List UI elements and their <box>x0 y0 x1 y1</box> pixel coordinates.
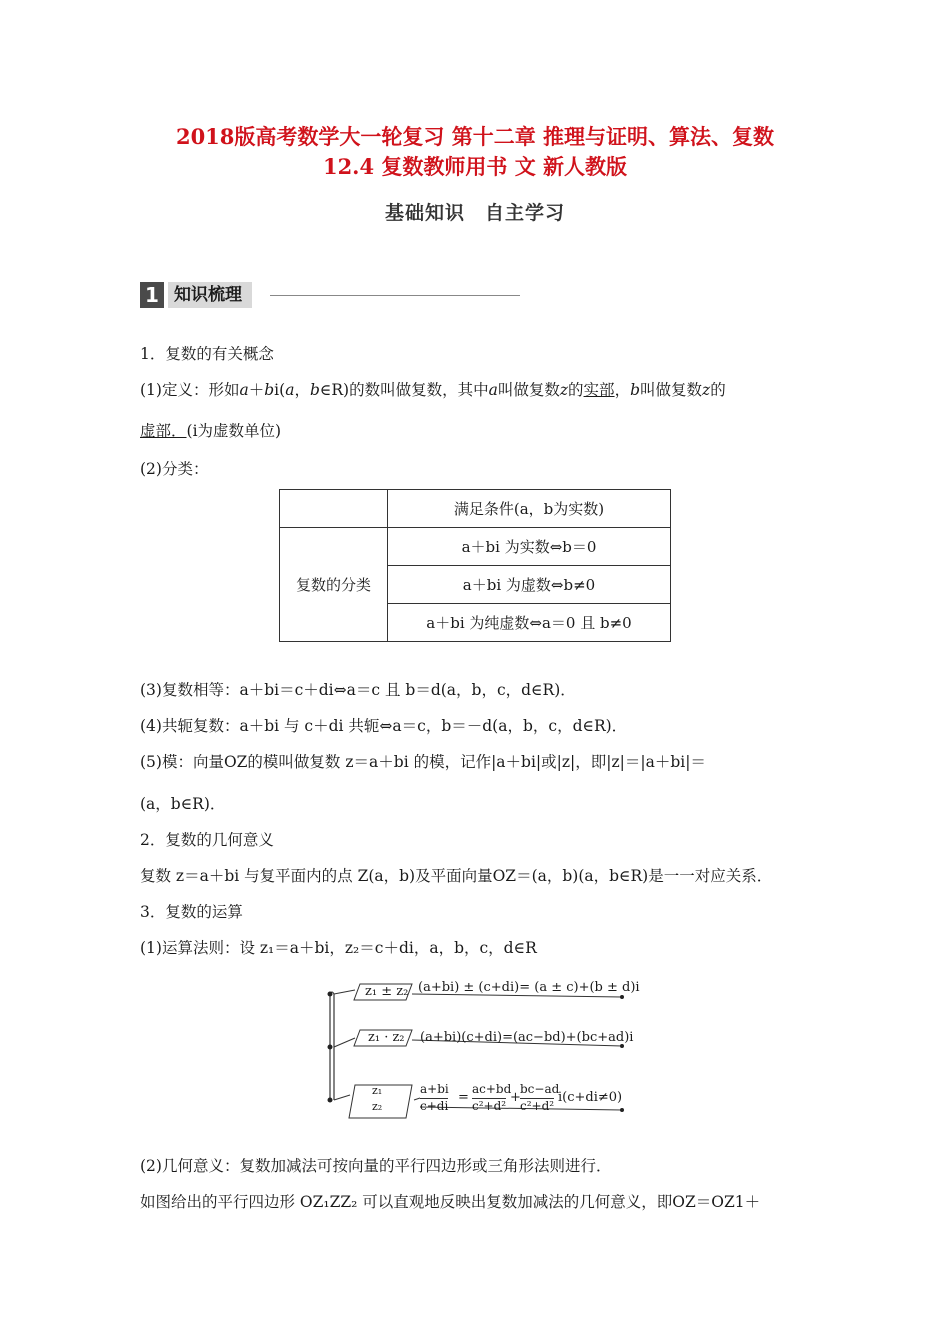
op-div-box-num: z₁ <box>372 1084 383 1097</box>
table-row: a＋bi 为纯虚数⇔a＝0 且 b≠0 <box>388 604 671 642</box>
section-label: 知识梳理 <box>168 282 252 308</box>
table-row: a＋bi 为虚数⇔b≠0 <box>388 566 671 604</box>
s1-definition-cont: 虚部．(i为虚数单位) <box>140 422 282 440</box>
op-div-plus: + <box>510 1090 521 1105</box>
op-add-expr: (a+bi) ± (c+di)= (a ± c)+(b ± d)i <box>418 980 640 995</box>
s1-modulus-cont: (a，b∈R)． <box>140 795 226 813</box>
s1-heading: 1．复数的有关概念 <box>140 345 274 363</box>
table-row-label: 复数的分类 <box>280 528 388 642</box>
section-subtitle: 基础知识 自主学习 <box>384 202 565 224</box>
table-corner-cell <box>280 490 388 528</box>
op-add-box: z₁ ± z₂ <box>365 984 409 999</box>
section-number: 1 <box>140 282 164 308</box>
s3-geometric-cont: 如图给出的平行四边形 OZ₁ZZ₂ 可以直观地反映出复数加减法的几何意义，即OZ＝OZ1＋ <box>140 1193 761 1211</box>
s1-definition: (1)定义：形如a＋bi(a，b∈R)的数叫做复数，其中a叫做复数z的实部，b叫做复数z的 <box>140 381 726 399</box>
op-div-f3-den: c²+d² <box>520 1099 555 1113</box>
blank-real-part: 实部 <box>583 381 615 399</box>
section-rule <box>270 295 520 296</box>
op-div-f1-den: c+di <box>420 1099 449 1113</box>
s3-heading: 3．复数的运算 <box>140 903 243 921</box>
op-mul-box: z₁ · z₂ <box>368 1030 405 1045</box>
op-div-f2-num: ac+bd <box>472 1082 512 1096</box>
s1-conjugate: (4)共轭复数：a＋bi 与 c＋di 共轭⇔a＝c，b＝－d(a，b，c，d∈R)． <box>140 717 628 735</box>
table-header: 满足条件(a，b为实数) <box>388 490 671 528</box>
op-div-f2-den: c²+d² <box>472 1099 507 1113</box>
operations-diagram <box>320 972 640 1132</box>
s1-equality: (3)复数相等：a＋bi＝c＋di⇔a＝c 且 b＝d(a，b，c，d∈R)． <box>140 681 576 699</box>
section-header <box>140 282 540 310</box>
document-title-line2: 12.4 复数教师用书 文 新人教版 <box>322 154 628 179</box>
s1-classification-label: (2)分类： <box>140 460 209 478</box>
s2-text: 复数 z＝a＋bi 与复平面内的点 Z(a，b)及平面向量OZ＝(a，b)(a，b∈R)是一一对应关系． <box>140 867 773 885</box>
op-div-eq: = <box>458 1090 469 1105</box>
op-mul-expr: (a+bi)(c+di)=(ac−bd)+(bc+ad)i <box>420 1030 634 1045</box>
s3-rule: (1)运算法则：设 z₁＝a＋bi，z₂＝c＋di，a，b，c，d∈R <box>140 939 537 957</box>
op-div-box-den: z₂ <box>372 1100 383 1113</box>
blank-imag-part: 虚部． <box>140 422 187 440</box>
s3-geometric: (2)几何意义：复数加减法可按向量的平行四边形或三角形法则进行． <box>140 1157 612 1175</box>
table-row: a＋bi 为实数⇔b＝0 <box>388 528 671 566</box>
document-title-line1: 2018版高考数学大一轮复习 第十二章 推理与证明、算法、复数 <box>175 124 775 149</box>
op-div-tail: i(c+di≠0) <box>558 1090 623 1105</box>
op-div-f1-num: a+bi <box>420 1082 449 1096</box>
s1-modulus: (5)模：向量OZ的模叫做复数 z＝a＋bi 的模，记作|a＋bi|或|z|，即|z|＝|a＋bi|＝ <box>140 753 706 771</box>
op-div-f3-num: bc−ad <box>520 1082 560 1096</box>
classification-table <box>279 489 671 642</box>
s2-heading: 2．复数的几何意义 <box>140 831 274 849</box>
